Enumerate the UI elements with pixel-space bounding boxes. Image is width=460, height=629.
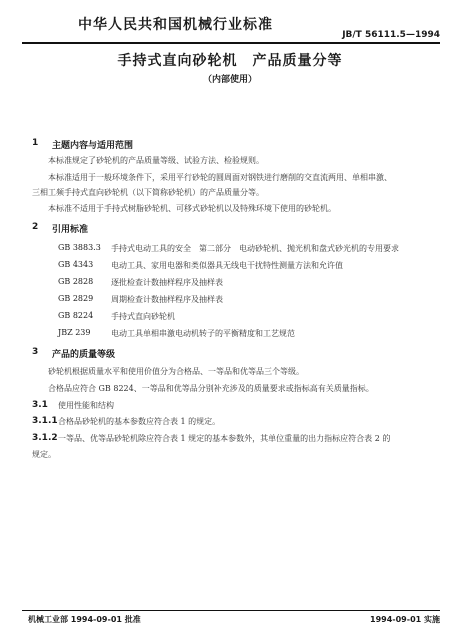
document-title: 手持式直向砂轮机 产品质量分等 [117,53,343,69]
reference-code: GB 2828 [58,277,94,286]
footer-rule [22,610,440,611]
reference-code: GB 8224 [58,311,94,320]
section-3-1-1-number: 3.1.1 [32,416,58,426]
section-1-number: 1 [32,138,39,148]
reference-name: 周期检查计数抽样程序及抽样表 [111,295,223,304]
section-3-title: 产品的质量等级 [52,350,116,360]
reference-name: 逐批检查计数抽样程序及抽样表 [111,278,223,287]
reference-code: GB 4343 [58,260,94,269]
section-1-paragraph-2a: 本标准适用于一般环境条件下，采用平行砂轮的圆周面对钢铁进行磨削的交直流两用、单相串激、 [48,173,392,182]
reference-name: 电动工具、家用电器和类似器具无线电干扰特性测量方法和允许值 [111,261,343,270]
reference-code: GB 3883.3 [58,243,101,252]
section-3-1-title: 使用性能和结构 [58,401,114,410]
section-1-title: 主题内容与适用范围 [52,141,134,151]
section-3-1-2-text-b: 规定。 [32,450,56,459]
section-1-paragraph-2b: 三相工频手持式直向砂轮机（以下简称砂轮机）的产品质量分等。 [32,188,264,197]
approval-line: 机械工业部 1994-09-01 批准 [28,615,141,624]
section-3-1-2-number: 3.1.2 [32,433,58,443]
section-1-paragraph-3: 本标准不适用于手持式树脂砂轮机、可移式砂轮机以及特殊环境下使用的砂轮机。 [48,204,336,213]
reference-code: JBZ 239 [58,328,91,337]
section-3-1-2-text-a: 一等品、优等品砂轮机除应符合表 1 规定的基本参数外，其单位重量的出力指标应符合表 2 的 [58,434,391,443]
section-1-paragraph-1: 本标准规定了砂轮机的产品质量等级、试验方法、检验规则。 [48,156,264,165]
section-2-title: 引用标准 [52,225,89,235]
section-3-1-number: 3.1 [32,400,48,410]
section-2-number: 2 [32,222,39,232]
header-rule [22,42,440,44]
reference-name: 手持式直向砂轮机 [111,312,175,321]
reference-name: 电动工具单相串激电动机转子的平衡精度和工艺规范 [111,329,295,338]
section-3-number: 3 [32,347,39,357]
reference-code: GB 2829 [58,294,94,303]
standard-category-title: 中华人民共和国机械行业标准 [78,17,273,33]
implementation-line: 1994-09-01 实施 [370,615,440,624]
section-3-1-1-text: 合格品砂轮机的基本参数应符合表 1 的规定。 [58,417,221,426]
section-3-paragraph-1: 砂轮机根据质量水平和使用价值分为合格品、一等品和优等品三个等级。 [48,367,304,376]
document-subtitle: （内部使用） [202,75,257,85]
standard-code: JB/T 56111.5—1994 [342,30,440,40]
section-3-paragraph-2: 合格品应符合 GB 8224、一等品和优等品分别补充涉及的质量要求或指标高有关质量指标。 [48,384,374,393]
reference-name: 手持式电动工具的安全 第二部分 电动砂轮机、抛光机和盘式砂光机的专用要求 [111,244,399,253]
